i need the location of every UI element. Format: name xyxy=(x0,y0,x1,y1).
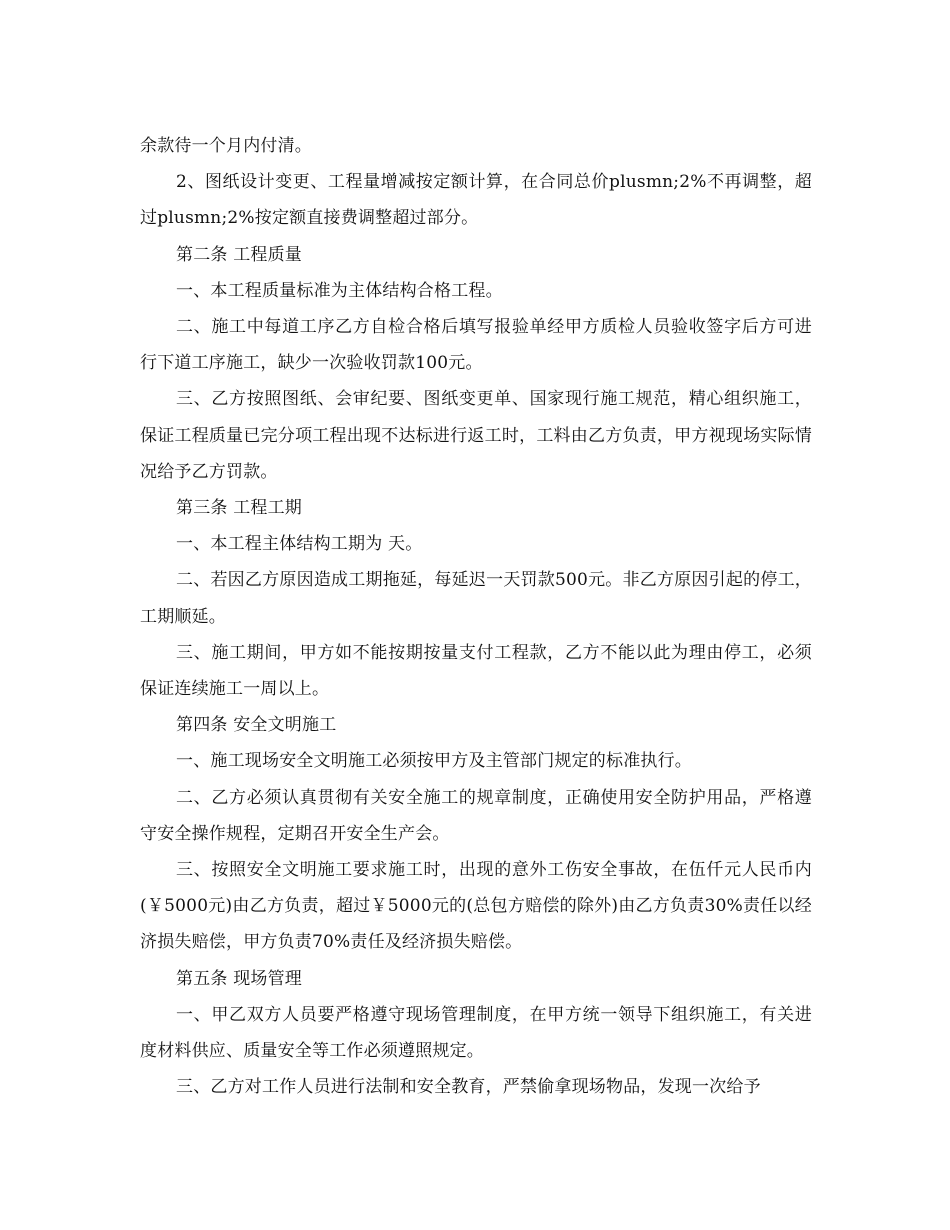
paragraph-safety-standard: 一、施工现场安全文明施工必须按甲方及主管部门规定的标准执行。 xyxy=(176,751,692,772)
paragraph-staff-education: 三、乙方对工作人员进行法制和安全教育，严禁偷拿现场物品，发现一次给予 xyxy=(176,1077,761,1098)
paragraph-payment-continuity: 三、施工期间，甲方如不能按期按量支付工程款，乙方不能以此为理由停工，必须保证连续施工一周以上。 xyxy=(140,642,812,700)
section-heading-quality: 第二条 工程质量 xyxy=(176,244,303,265)
section-heading-schedule: 第三条 工程工期 xyxy=(176,498,303,519)
paragraph-schedule-duration: 一、本工程主体结构工期为 天。 xyxy=(176,534,423,555)
paragraph-inspection: 二、施工中每道工序乙方自检合格后填写报验单经甲方质检人员验收签字后方可进行下道工序施工，缺少一次验收罚款100元。 xyxy=(140,317,812,374)
paragraph-delay-penalty: 二、若因乙方原因造成工期拖延，每延迟一天罚款500元。非乙方原因引起的停工，工期顺延。 xyxy=(140,570,812,627)
paragraph-safety-rules: 二、乙方必须认真贯彻有关安全施工的规章制度，正确使用安全防护用品，严格遵守安全操作规程，定期召开安全生产会。 xyxy=(140,787,812,844)
paragraph-quality-standard: 一、本工程质量标准为主体结构合格工程。 xyxy=(176,280,503,301)
document-body xyxy=(140,128,812,1105)
paragraph-accident-liability: 三、按照安全文明施工要求施工时，出现的意外工伤安全事故，在伍仟元人民币内(￥5000元)由乙方负责，超过￥5000元的(总包方赔偿的除外)由乙方负责30%责任以经济损失赔偿，甲方负责70%责任及经济损失赔偿。 xyxy=(140,860,812,953)
paragraph-design-change: 2、图纸设计变更、工程量增减按定额计算，在合同总价plusmn;2%不再调整，超过plusmn;2%按定额直接费调整超过部分。 xyxy=(140,172,812,229)
paragraph-payment-remainder: 余款待一个月内付清。 xyxy=(140,136,312,156)
section-heading-safety: 第四条 安全文明施工 xyxy=(176,715,337,736)
paragraph-construction-spec: 三、乙方按照图纸、会审纪要、图纸变更单、国家现行施工规范，精心组织施工，保证工程质量已完分项工程出现不达标进行返工时，工料由乙方负责，甲方视现场实际情况给予乙方罚款。 xyxy=(140,389,812,482)
paragraph-site-rules: 一、甲乙双方人员要严格遵守现场管理制度，在甲方统一领导下组织施工，有关进度材料供应、质量安全等工作必须遵照规定。 xyxy=(140,1004,812,1062)
section-heading-site-management: 第五条 现场管理 xyxy=(176,968,303,989)
